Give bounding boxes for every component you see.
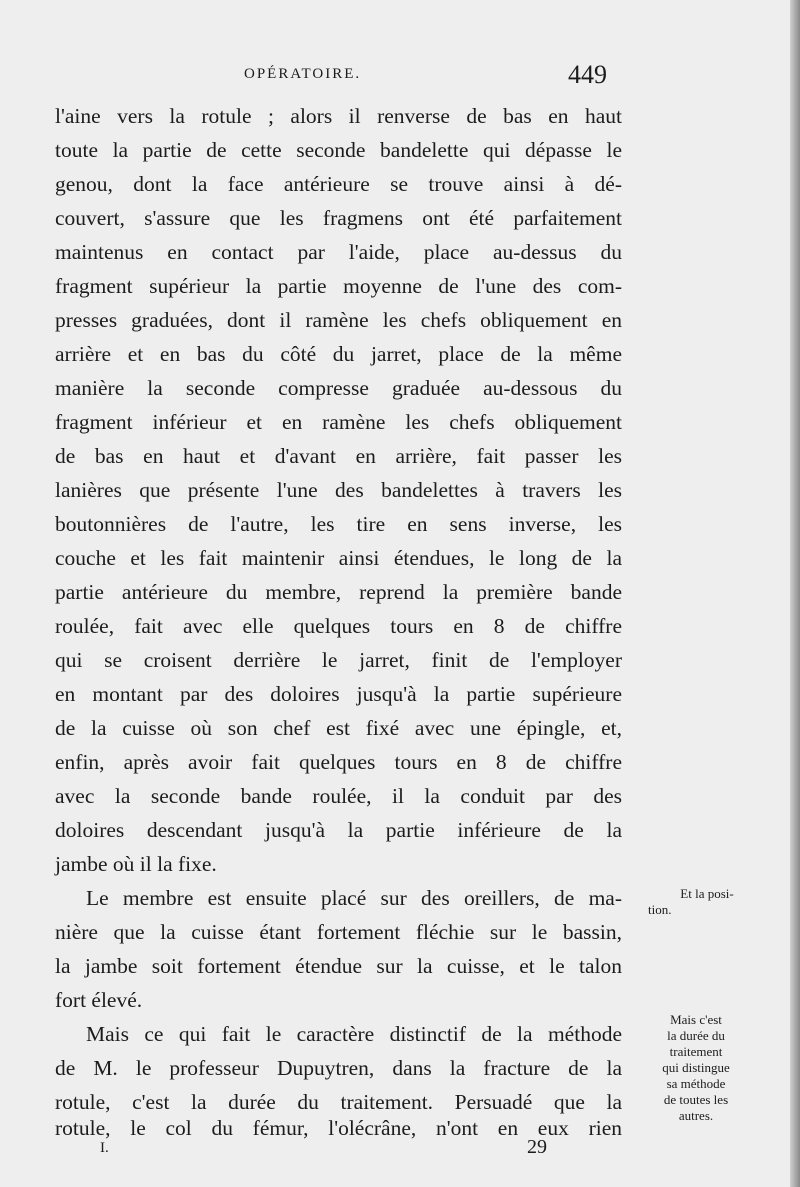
running-head: OPÉRATOIRE. [244,66,362,82]
margin-note-line: Mais c'est [670,1012,722,1027]
signature-mark: I. [100,1140,109,1156]
text-line: rotule, le col du fémur, l'olécrâne, n'ont en eux rien [55,1116,622,1140]
text-line: genou, dont la face antérieure se trouve ainsi à dé- [55,172,622,196]
text-line: nière que la cuisse étant fortement fléchie sur le bassin, [55,920,622,944]
text-line: de la cuisse où son chef est fixé avec une épingle, et, [55,716,622,740]
text-line: jambe où il la fixe. [55,852,217,876]
margin-note-line: sa méthode [666,1076,726,1091]
text-line: la jambe soit fortement étendue sur la cuisse, et le talon [55,954,622,978]
margin-note-line: qui distingue [662,1060,730,1075]
text-line: fragment inférieur et en ramène les chefs obliquement [55,410,622,434]
text-line: rotule, c'est la durée du traitement. Persuadé que la [55,1090,622,1114]
page-number: 449 [568,60,607,89]
text-line: fort élevé. [55,988,143,1012]
text-line: lanières que présente l'une des bandelettes à travers les [55,478,622,502]
text-line: l'aine vers la rotule ; alors il renverse de bas en haut [55,104,622,128]
margin-note-line: autres. [678,1108,714,1123]
margin-note-line: traitement [669,1044,723,1059]
margin-note [648,886,766,918]
margin-note-line: Et la posi- [680,886,734,901]
text-line: couche et les fait maintenir ainsi étendues, le long de la [55,546,622,570]
text-line: toute la partie de cette seconde bandelette qui dépasse le [55,138,622,162]
margin-note-line: tion. [648,902,672,917]
text-line: de bas en haut et d'avant en arrière, fait passer les [55,444,622,468]
margin-note [634,1012,758,1124]
text-line: couvert, s'assure que les fragmens ont été parfaitement [55,206,622,230]
text-line: presses graduées, dont il ramène les chefs obliquement en [55,308,622,332]
margin-note-line: de toutes les [663,1092,729,1107]
text-line: avec la seconde bande roulée, il la conduit par des [55,784,622,808]
text-line: Le membre est ensuite placé sur des oreillers, de ma- [86,886,622,910]
text-line: arrière et en bas du côté du jarret, place de la même [55,342,622,366]
text-line: manière la seconde compresse graduée au-dessous du [55,376,622,400]
text-line: boutonnières de l'autre, les tire en sens inverse, les [55,512,622,536]
text-line: maintenus en contact par l'aide, place au-dessus du [55,240,622,264]
margin-note-line: la durée du [667,1028,725,1043]
text-line: doloires descendant jusqu'à la partie inférieure de la [55,818,622,842]
text-line: partie antérieure du membre, reprend la première bande [55,580,622,604]
text-line: fragment supérieur la partie moyenne de l'une des com- [55,274,622,298]
text-line: qui se croisent derrière le jarret, finit de l'employer [55,648,622,672]
text-line: Mais ce qui fait le caractère distinctif de la méthode [86,1022,622,1046]
text-line: de M. le professeur Dupuytren, dans la fracture de la [55,1056,622,1080]
gathering-number: 29 [527,1136,547,1158]
text-line: en montant par des doloires jusqu'à la partie supérieure [55,682,622,706]
text-line: roulée, fait avec elle quelques tours en 8 de chiffre [55,614,622,638]
text-line: enfin, après avoir fait quelques tours en 8 de chiffre [55,750,622,774]
